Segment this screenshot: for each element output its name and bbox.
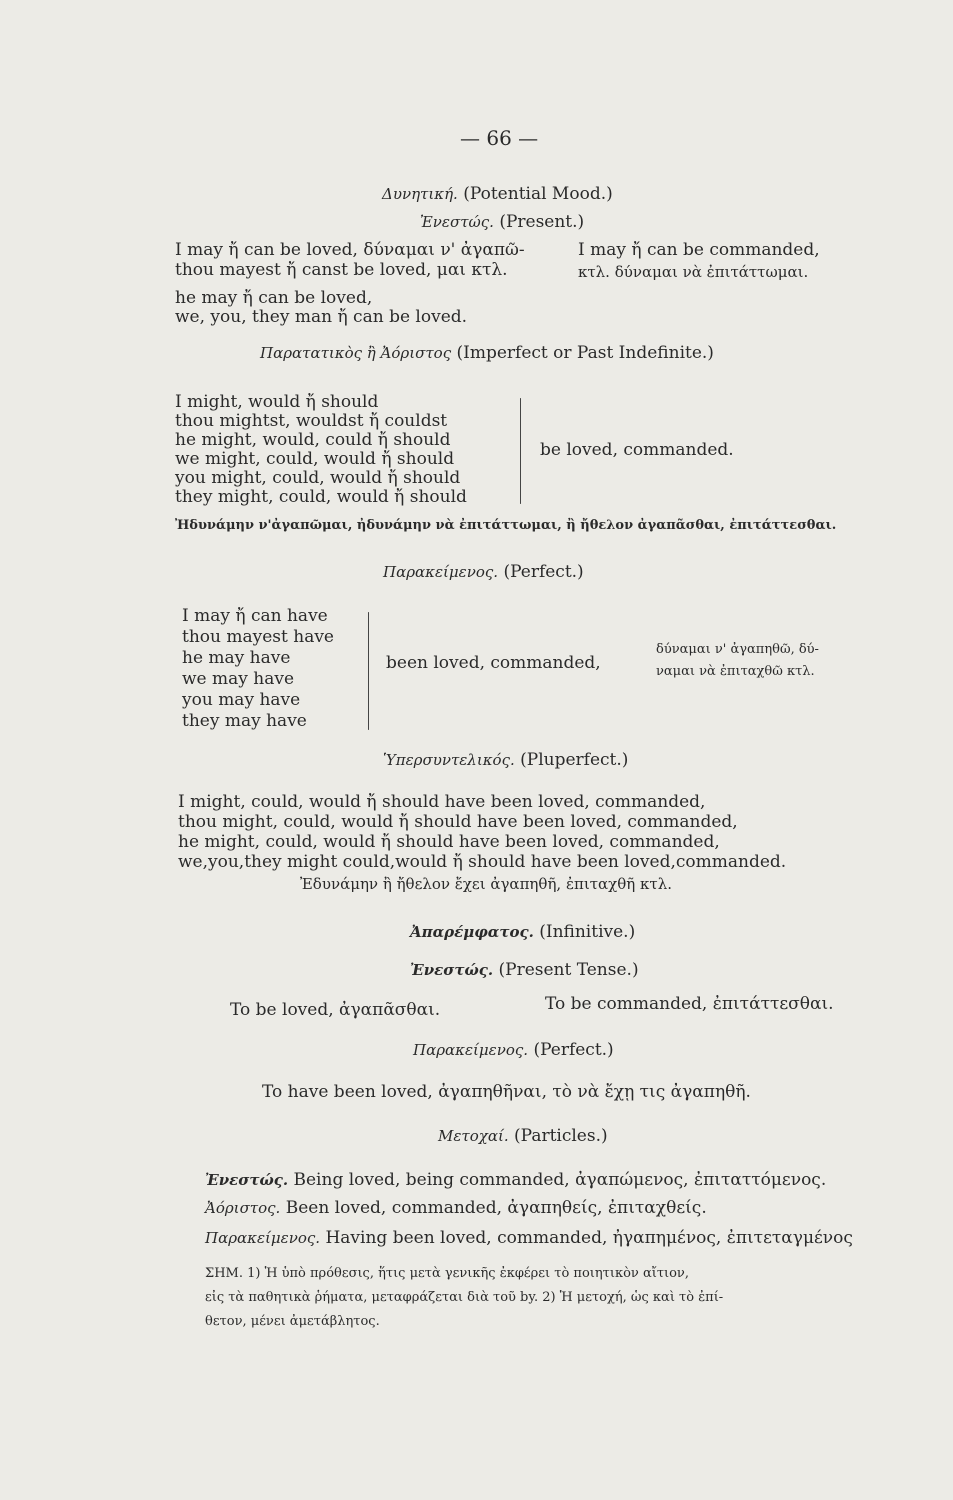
- present-right-line: I may ἤ can be commanded,: [578, 240, 820, 260]
- infinitive-present-right: To be commanded, ἐπιτάττεσθαι.: [545, 994, 834, 1014]
- imperfect-line: he might, would, could ἤ should: [175, 430, 451, 450]
- page-number: — 66 —: [460, 126, 539, 150]
- perfect-line: he may have: [182, 648, 291, 668]
- present-right-line: κτλ. δύναμαι νὰ ἐπιτάττωμαι.: [578, 263, 809, 281]
- perfect-greek: ναμαι νὰ ἐπιταχθῶ κτλ.: [656, 664, 815, 679]
- participle-line: Παρακείμενος. Having been loved, commanded, ἠγαπημένος, ἐπιτεταγμένος: [205, 1228, 853, 1248]
- perfect-line: we may have: [182, 669, 295, 689]
- pluperfect-greek: Ἐδυνάμην ἢ ἤθελον ἔχει ἀγαπηθῆ, ἐπιταχθῆ κτλ.: [300, 875, 673, 893]
- perfect-line: they may have: [182, 711, 307, 731]
- present-line: I may ἤ can be loved, δύναμαι ν' ἀγαπῶ-: [175, 240, 525, 260]
- pluperfect-line: he might, could, would ἤ should have been loved, commanded,: [178, 832, 720, 852]
- pluperfect-line: we,you,they might could,would ἤ should have been loved,commanded.: [178, 852, 787, 872]
- participle-line: Ἐνεστώς. Being loved, being commanded, ἀγαπώμενος, ἐπιταττόμενος.: [205, 1170, 827, 1190]
- perfect-line: thou mayest have: [182, 627, 334, 647]
- perfect-greek: δύναμαι ν' ἀγαπηθῶ, δύ-: [656, 642, 819, 657]
- potential-heading: Δυνητική. (Potential Mood.): [382, 184, 613, 204]
- imperfect-line: you might, could, would ἤ should: [175, 468, 461, 488]
- note-line: εἰς τὰ παθητικὰ ῥήματα, μεταφράζεται διὰ τοῦ by. 2) Ἡ μετοχή, ὡς καὶ τὸ ἐπί-: [205, 1290, 724, 1305]
- present-line: we, you, they man ἤ can be loved.: [175, 307, 468, 327]
- imperfect-suffix: be loved, commanded.: [540, 440, 734, 460]
- imperfect-line: they might, could, would ἤ should: [175, 487, 467, 507]
- participle-line: Ἀόριστος. Been loved, commanded, ἀγαπηθείς, ἐπιταχθείς.: [205, 1198, 707, 1218]
- infinitive-heading: Ἀπαρέμφατος. (Infinitive.): [410, 922, 636, 942]
- pluperfect-heading: Ὑπερσυντελικός. (Pluperfect.): [383, 750, 629, 770]
- present-line: thou mayest ἤ canst be loved, μαι κτλ.: [175, 260, 508, 280]
- note-line: ΣΗΜ. 1) Ἡ ὑπὸ πρόθεσις, ἥτις μετὰ γενικῆς ἐκφέρει τὸ ποιητικὸν αἴτιον,: [205, 1266, 689, 1281]
- note-line: θετον, μένει ἀμετάβλητος.: [205, 1314, 380, 1329]
- present-heading: Ἐνεστώς. (Present.): [420, 212, 585, 232]
- pluperfect-line: I might, could, would ἤ should have been loved, commanded,: [178, 792, 706, 812]
- imperfect-brace: [520, 398, 521, 504]
- pluperfect-line: thou might, could, would ἤ should have been loved, commanded,: [178, 812, 738, 832]
- imperfect-line: thou mightst, wouldst ἤ couldst: [175, 411, 448, 431]
- present-line: he may ἤ can be loved,: [175, 288, 373, 308]
- infinitive-present-left: To be loved, ἀγαπᾶσθαι.: [230, 1000, 441, 1020]
- imperfect-line: I might, would ἤ should: [175, 392, 379, 412]
- perfect-brace: [368, 612, 369, 730]
- perfect-heading: Παρακείμενος. (Perfect.): [383, 562, 584, 582]
- imperfect-heading: Παρατατικὸς ἢ Ἀόριστος (Imperfect or Past Indefinite.): [260, 343, 714, 363]
- infinitive-present-heading: Ἐνεστώς. (Present Tense.): [410, 960, 639, 980]
- participles-heading: Μετοχαί. (Particles.): [438, 1126, 608, 1146]
- imperfect-greek: Ἠδυνάμην ν'ἀγαπῶμαι, ἠδυνάμην νὰ ἐπιτάττωμαι, ἢ ἤθελον ἀγαπᾶσθαι, ἐπιτάττεσθαι.: [175, 518, 837, 533]
- perfect-suffix: been loved, commanded,: [386, 653, 601, 673]
- imperfect-line: we might, could, would ἤ should: [175, 449, 455, 469]
- infinitive-perfect-heading: Παρακείμενος. (Perfect.): [413, 1040, 614, 1060]
- perfect-line: I may ἤ can have: [182, 606, 328, 626]
- infinitive-perfect-line: To have been loved, ἀγαπηθῆναι, τὸ νὰ ἔχῃ τις ἀγαπηθῆ.: [262, 1082, 751, 1102]
- perfect-line: you may have: [182, 690, 301, 710]
